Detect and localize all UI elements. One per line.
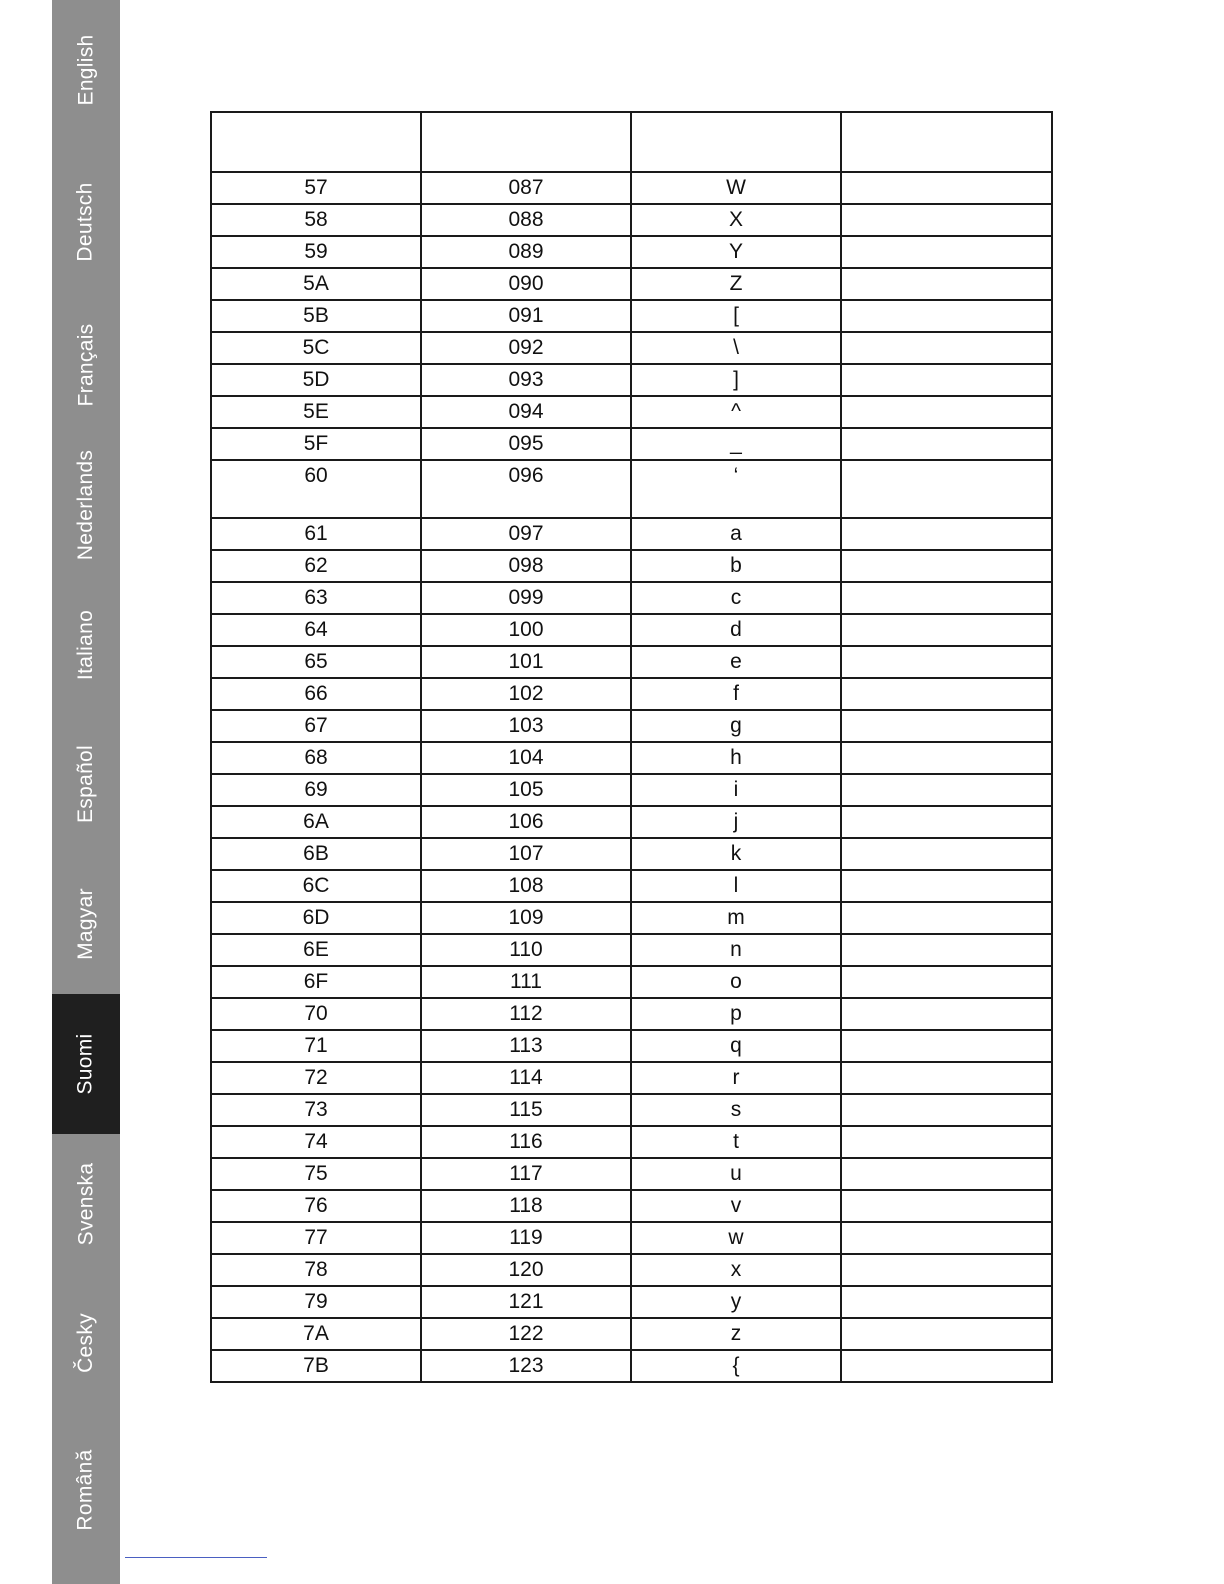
notes-cell — [841, 902, 1052, 934]
character-cell: _ — [631, 428, 841, 460]
notes-cell — [841, 838, 1052, 870]
hex-cell: 73 — [211, 1094, 421, 1126]
hex-cell: 62 — [211, 550, 421, 582]
decimal-cell: 116 — [421, 1126, 631, 1158]
hex-cell: 58 — [211, 204, 421, 236]
table-row — [211, 838, 1052, 870]
hex-cell: 78 — [211, 1254, 421, 1286]
lang-tab-nederlands[interactable] — [52, 435, 120, 575]
notes-cell — [841, 774, 1052, 806]
hex-cell: 5D — [211, 364, 421, 396]
notes-cell — [841, 870, 1052, 902]
hex-cell: 57 — [211, 172, 421, 204]
decimal-cell: 091 — [421, 300, 631, 332]
character-cell: z — [631, 1318, 841, 1350]
decimal-cell: 100 — [421, 614, 631, 646]
decimal-cell: 106 — [421, 806, 631, 838]
header-character — [631, 112, 841, 172]
table-row — [211, 172, 1052, 204]
table-row — [211, 1222, 1052, 1254]
table-row — [211, 428, 1052, 460]
decimal-cell: 097 — [421, 518, 631, 550]
lang-tab-label: Suomi — [74, 1033, 97, 1095]
lang-tab-label: Deutsch — [74, 182, 98, 262]
character-cell: j — [631, 806, 841, 838]
hex-cell: 5C — [211, 332, 421, 364]
decimal-cell: 096 — [421, 460, 631, 518]
hex-cell: 75 — [211, 1158, 421, 1190]
notes-cell — [841, 364, 1052, 396]
notes-cell — [841, 332, 1052, 364]
decimal-cell: 089 — [421, 236, 631, 268]
hex-cell: 6F — [211, 966, 421, 998]
character-cell: W — [631, 172, 841, 204]
decimal-cell: 115 — [421, 1094, 631, 1126]
lang-tab-label: Français — [74, 323, 97, 407]
hex-cell: 6B — [211, 838, 421, 870]
hex-cell: 5A — [211, 268, 421, 300]
lang-tab-deutsch[interactable] — [52, 152, 120, 292]
language-sidebar — [52, 0, 120, 1584]
hex-cell: 6A — [211, 806, 421, 838]
table-row — [211, 614, 1052, 646]
table-header-row — [211, 112, 1052, 172]
hex-cell: 76 — [211, 1190, 421, 1222]
decimal-cell: 123 — [421, 1350, 631, 1382]
decimal-cell: 104 — [421, 742, 631, 774]
table-row — [211, 1254, 1052, 1286]
hex-cell: 67 — [211, 710, 421, 742]
decimal-cell: 119 — [421, 1222, 631, 1254]
hex-cell: 7B — [211, 1350, 421, 1382]
notes-cell — [841, 1254, 1052, 1286]
notes-cell — [841, 1094, 1052, 1126]
hex-cell: 68 — [211, 742, 421, 774]
lang-tab-label: Español — [74, 745, 97, 823]
hex-cell: 71 — [211, 1030, 421, 1062]
character-cell: m — [631, 902, 841, 934]
footer-rule — [125, 1557, 267, 1558]
hex-cell: 6C — [211, 870, 421, 902]
lang-tab-romana[interactable] — [52, 1420, 120, 1560]
table-row — [211, 710, 1052, 742]
table-row — [211, 518, 1052, 550]
notes-cell — [841, 1190, 1052, 1222]
header-decimal — [421, 112, 631, 172]
hex-cell: 6E — [211, 934, 421, 966]
hex-cell: 5F — [211, 428, 421, 460]
table-row — [211, 460, 1052, 518]
hex-cell: 77 — [211, 1222, 421, 1254]
table-row — [211, 582, 1052, 614]
decimal-cell: 121 — [421, 1286, 631, 1318]
table-row — [211, 1062, 1052, 1094]
lang-tab-label: Română — [74, 1449, 97, 1531]
decimal-cell: 094 — [421, 396, 631, 428]
character-cell: s — [631, 1094, 841, 1126]
character-cell: i — [631, 774, 841, 806]
character-cell: n — [631, 934, 841, 966]
character-cell: a — [631, 518, 841, 550]
table-row — [211, 998, 1052, 1030]
character-cell: d — [631, 614, 841, 646]
character-cell: Y — [631, 236, 841, 268]
hex-cell: 72 — [211, 1062, 421, 1094]
table-row — [211, 300, 1052, 332]
decimal-cell: 113 — [421, 1030, 631, 1062]
notes-cell — [841, 614, 1052, 646]
character-cell: p — [631, 998, 841, 1030]
table-row — [211, 204, 1052, 236]
notes-cell — [841, 742, 1052, 774]
hex-cell: 65 — [211, 646, 421, 678]
character-cell: r — [631, 1062, 841, 1094]
decimal-cell: 108 — [421, 870, 631, 902]
header-hex — [211, 112, 421, 172]
table-row — [211, 1318, 1052, 1350]
notes-cell — [841, 268, 1052, 300]
notes-cell — [841, 204, 1052, 236]
table-row — [211, 1158, 1052, 1190]
character-cell: h — [631, 742, 841, 774]
character-cell: g — [631, 710, 841, 742]
notes-cell — [841, 396, 1052, 428]
character-cell: k — [631, 838, 841, 870]
notes-cell — [841, 582, 1052, 614]
decimal-cell: 117 — [421, 1158, 631, 1190]
character-cell: ‘ — [631, 460, 841, 518]
table-row — [211, 332, 1052, 364]
decimal-cell: 105 — [421, 774, 631, 806]
table-row — [211, 1286, 1052, 1318]
lang-tab-suomi[interactable] — [52, 994, 120, 1134]
lang-tab-cesky[interactable] — [52, 1273, 120, 1413]
table-row — [211, 646, 1052, 678]
hex-cell: 59 — [211, 236, 421, 268]
hex-cell: 70 — [211, 998, 421, 1030]
lang-tab-label: English — [74, 34, 98, 106]
character-cell: e — [631, 646, 841, 678]
character-cell: X — [631, 204, 841, 236]
decimal-cell: 090 — [421, 268, 631, 300]
decimal-cell: 114 — [421, 1062, 631, 1094]
character-cell: Z — [631, 268, 841, 300]
lang-tab-label: Nederlands — [74, 449, 97, 561]
notes-cell — [841, 998, 1052, 1030]
character-cell: c — [631, 582, 841, 614]
lang-tab-label: Italiano — [74, 609, 97, 681]
decimal-cell: 109 — [421, 902, 631, 934]
decimal-cell: 087 — [421, 172, 631, 204]
table-row — [211, 774, 1052, 806]
hex-cell: 79 — [211, 1286, 421, 1318]
table-row — [211, 1350, 1052, 1382]
table-row — [211, 742, 1052, 774]
notes-cell — [841, 1350, 1052, 1382]
hex-cell: 60 — [211, 460, 421, 518]
notes-cell — [841, 1158, 1052, 1190]
character-cell: v — [631, 1190, 841, 1222]
table-row — [211, 396, 1052, 428]
hex-cell: 6D — [211, 902, 421, 934]
character-cell: [ — [631, 300, 841, 332]
notes-cell — [841, 1030, 1052, 1062]
character-cell: w — [631, 1222, 841, 1254]
table-row — [211, 268, 1052, 300]
notes-cell — [841, 806, 1052, 838]
notes-cell — [841, 710, 1052, 742]
lang-tab-label: Magyar — [74, 888, 98, 960]
decimal-cell: 101 — [421, 646, 631, 678]
decimal-cell: 122 — [421, 1318, 631, 1350]
hex-cell: 5B — [211, 300, 421, 332]
hex-cell: 64 — [211, 614, 421, 646]
notes-cell — [841, 646, 1052, 678]
ascii-code-table — [210, 111, 1053, 1383]
character-cell: y — [631, 1286, 841, 1318]
notes-cell — [841, 966, 1052, 998]
character-cell: u — [631, 1158, 841, 1190]
lang-tab-svenska[interactable] — [52, 1134, 120, 1274]
notes-cell — [841, 172, 1052, 204]
hex-cell: 63 — [211, 582, 421, 614]
character-cell: b — [631, 550, 841, 582]
lang-tab-magyar[interactable] — [52, 854, 120, 994]
lang-tab-espanol[interactable] — [52, 714, 120, 854]
decimal-cell: 093 — [421, 364, 631, 396]
table-row — [211, 1030, 1052, 1062]
character-cell: l — [631, 870, 841, 902]
table-row — [211, 236, 1052, 268]
notes-cell — [841, 1286, 1052, 1318]
decimal-cell: 088 — [421, 204, 631, 236]
character-cell: ^ — [631, 396, 841, 428]
decimal-cell: 118 — [421, 1190, 631, 1222]
table-row — [211, 364, 1052, 396]
lang-tab-label: Česky — [73, 1313, 97, 1373]
header-notes — [841, 112, 1052, 172]
decimal-cell: 098 — [421, 550, 631, 582]
character-cell: t — [631, 1126, 841, 1158]
character-cell: q — [631, 1030, 841, 1062]
character-cell: f — [631, 678, 841, 710]
hex-cell: 61 — [211, 518, 421, 550]
hex-cell: 5E — [211, 396, 421, 428]
notes-cell — [841, 460, 1052, 518]
decimal-cell: 120 — [421, 1254, 631, 1286]
table-row — [211, 678, 1052, 710]
notes-cell — [841, 1222, 1052, 1254]
character-cell: { — [631, 1350, 841, 1382]
lang-tab-english[interactable] — [52, 0, 120, 140]
hex-cell: 7A — [211, 1318, 421, 1350]
character-cell: o — [631, 966, 841, 998]
decimal-cell: 099 — [421, 582, 631, 614]
notes-cell — [841, 678, 1052, 710]
decimal-cell: 095 — [421, 428, 631, 460]
hex-cell: 74 — [211, 1126, 421, 1158]
decimal-cell: 107 — [421, 838, 631, 870]
table-row — [211, 966, 1052, 998]
notes-cell — [841, 428, 1052, 460]
table-row — [211, 934, 1052, 966]
notes-cell — [841, 1318, 1052, 1350]
decimal-cell: 103 — [421, 710, 631, 742]
notes-cell — [841, 1126, 1052, 1158]
notes-cell — [841, 934, 1052, 966]
table-row — [211, 1094, 1052, 1126]
character-cell: x — [631, 1254, 841, 1286]
hex-cell: 69 — [211, 774, 421, 806]
hex-cell: 66 — [211, 678, 421, 710]
character-cell: \ — [631, 332, 841, 364]
table-row — [211, 870, 1052, 902]
table-row — [211, 1190, 1052, 1222]
table-body — [211, 172, 1052, 1382]
decimal-cell: 102 — [421, 678, 631, 710]
notes-cell — [841, 550, 1052, 582]
table-row — [211, 806, 1052, 838]
table-row — [211, 902, 1052, 934]
decimal-cell: 112 — [421, 998, 631, 1030]
lang-tab-italiano[interactable] — [52, 575, 120, 715]
table-row — [211, 550, 1052, 582]
lang-tab-label: Svenska — [74, 1162, 97, 1246]
lang-tab-francais[interactable] — [52, 295, 120, 435]
notes-cell — [841, 1062, 1052, 1094]
decimal-cell: 092 — [421, 332, 631, 364]
table-row — [211, 1126, 1052, 1158]
decimal-cell: 110 — [421, 934, 631, 966]
decimal-cell: 111 — [421, 966, 631, 998]
character-cell: ] — [631, 364, 841, 396]
notes-cell — [841, 236, 1052, 268]
notes-cell — [841, 518, 1052, 550]
notes-cell — [841, 300, 1052, 332]
